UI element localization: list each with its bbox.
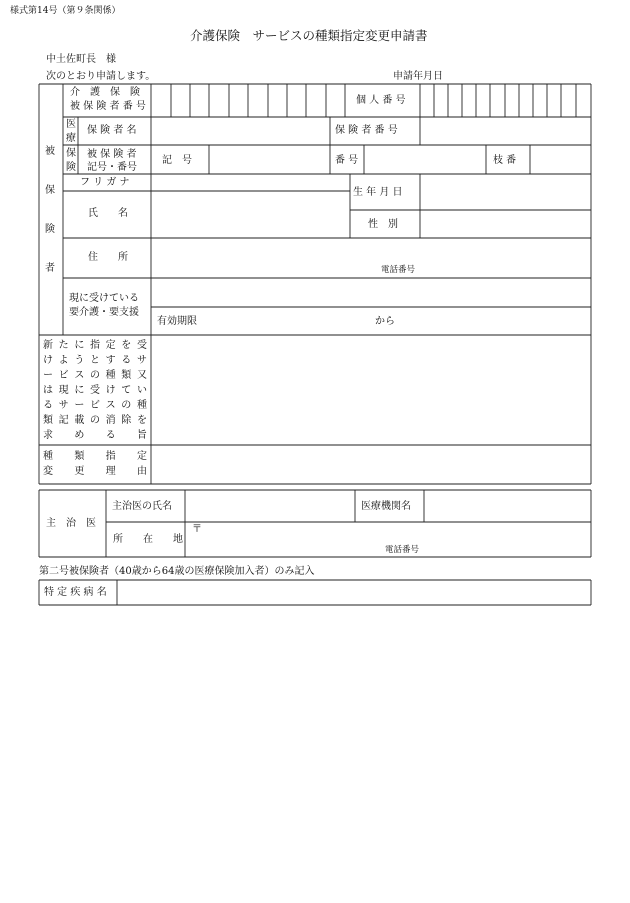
service-change-label-line-3: ー ビ ス の 種 類 又	[43, 370, 147, 381]
insurer-number-field[interactable]	[421, 118, 590, 144]
insured-section-label-3: 険	[45, 224, 55, 235]
current-care-label-line1: 現に受けている	[69, 293, 139, 304]
number-field[interactable]	[365, 146, 485, 173]
addressee: 中土佐町長 様	[46, 54, 116, 65]
insured-section-label-4: 者	[45, 263, 55, 274]
insurer-number-label: 保 険 者 番 号	[335, 125, 398, 136]
medical-insurance-char-3: 保	[66, 148, 76, 159]
service-change-label-line-6: 類 記 載 の 消 除 を	[43, 415, 147, 426]
disease-field[interactable]	[118, 581, 590, 604]
service-change-label-line-5: る サ ー ビ ス の 種	[43, 400, 147, 411]
gender-field[interactable]	[421, 211, 590, 237]
change-reason-field[interactable]	[152, 446, 590, 483]
number-label: 番 号	[335, 155, 359, 166]
form-number: 様式第14号（第９条関係）	[10, 6, 121, 16]
valid-period-label: 有効期限	[157, 316, 197, 327]
valid-from-field[interactable]	[205, 309, 375, 334]
symbol-label: 記 号	[162, 155, 192, 166]
insured-section-label-1: 被	[45, 146, 55, 157]
location-label: 所 在 地	[113, 534, 183, 545]
doctor-name-field[interactable]	[186, 491, 354, 521]
service-change-field[interactable]	[152, 336, 590, 444]
medical-insurance-char-1: 医	[66, 119, 76, 130]
service-change-label-line-2: け よ う と す る サ	[43, 355, 147, 366]
secondary-insured-note: 第二号被保険者（40歳から64歳の医療保険加入者）のみ記入	[39, 566, 315, 577]
address-field[interactable]	[152, 239, 590, 277]
branch-label: 枝 番	[493, 155, 517, 166]
insured-number-label-line1: 介 護 保 険	[70, 87, 140, 98]
personal-number-boxes[interactable]	[421, 85, 590, 116]
insured-section-label-2: 保	[45, 185, 55, 196]
address-label: 住 所	[88, 252, 128, 263]
address-phone-label: 電話番号	[381, 265, 416, 275]
disease-label: 特 定 疾 病 名	[44, 587, 107, 598]
insurer-name-label: 保 険 者 名	[87, 125, 137, 136]
change-reason-label-line-1: 種 類 指 定	[43, 451, 147, 462]
service-change-label-line-1: 新 た に 指 定 を 受	[43, 340, 147, 351]
insurer-name-field[interactable]	[152, 118, 329, 144]
name-field[interactable]	[152, 192, 349, 237]
change-reason-label-line-2: 変 更 理 由	[43, 466, 147, 477]
application-date-field[interactable]	[450, 68, 590, 82]
insured-number-boxes[interactable]	[152, 85, 344, 116]
intro-text: 次のとおり申請します。	[46, 71, 156, 82]
doctor-phone-label: 電話番号	[385, 545, 420, 555]
medical-insurance-char-2: 療	[66, 133, 76, 144]
institution-label: 医療機関名	[361, 501, 411, 512]
from-label: から	[375, 316, 395, 327]
furigana-label: フ リ ガ ナ	[80, 177, 130, 188]
insured-symbol-label-line2: 記号・番号	[87, 162, 137, 173]
doctor-section-label: 主 治 医	[46, 518, 96, 529]
insured-symbol-label-line1: 被 保 険 者	[87, 149, 137, 160]
personal-number-label: 個 人 番 号	[356, 95, 406, 106]
branch-field[interactable]	[531, 146, 590, 173]
insured-number-label-line2: 被 保 険 者 番 号	[70, 101, 146, 112]
doctor-name-label: 主治医の氏名	[112, 501, 172, 512]
care-level-field[interactable]	[152, 279, 590, 306]
symbol-field[interactable]	[210, 146, 329, 173]
current-care-label-line2: 要介護・要支援	[69, 307, 139, 318]
postal-mark: 〒	[192, 524, 202, 535]
valid-to-field[interactable]	[400, 309, 590, 334]
birthdate-label: 生 年 月 日	[353, 187, 403, 198]
name-label: 氏 名	[88, 208, 128, 219]
gender-label: 性 別	[368, 219, 398, 230]
institution-field[interactable]	[425, 491, 590, 521]
application-date-label: 申請年月日	[393, 71, 443, 82]
service-change-label-line-4: は 現 に 受 け て い	[43, 385, 147, 396]
furigana-field[interactable]	[152, 175, 349, 190]
page-title: 介護保険 サービスの種類指定変更申請書	[190, 28, 428, 43]
service-change-label-line-7: 求 め る 旨	[43, 430, 147, 441]
medical-insurance-char-4: 険	[66, 162, 76, 173]
birthdate-field[interactable]	[421, 175, 590, 209]
